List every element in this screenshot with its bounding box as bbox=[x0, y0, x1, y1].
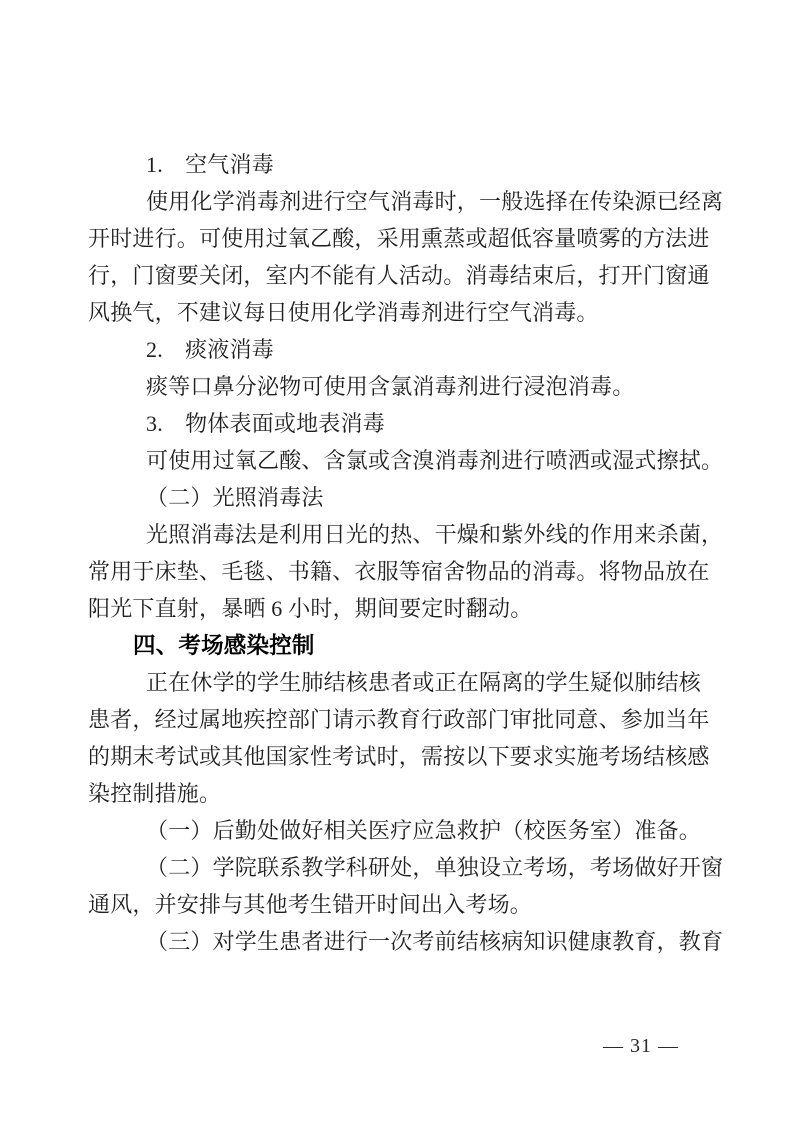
text-column bbox=[88, 146, 728, 960]
document-text-line: 行，门窗要关闭，室内不能有人活动。消毒结束后，打开门窗通 bbox=[88, 263, 710, 288]
document-text-line: （二）学院联系教学科研处，单独设立考场，考场做好开窗 bbox=[146, 855, 724, 880]
document-text-line: 使用化学消毒剂进行空气消毒时，一般选择在传染源已经离 bbox=[146, 189, 724, 214]
document-text-line: 开时进行。可使用过氧乙酸，采用熏蒸或超低容量喷雾的方法进 bbox=[88, 226, 710, 251]
document-text-line: 常用于床垫、毛毯、书籍、衣服等宿舍物品的消毒。将物品放在 bbox=[88, 559, 710, 584]
section-heading-bold: 四、考场感染控制 bbox=[133, 633, 315, 658]
document-text-line: 3. 物体表面或地表消毒 bbox=[146, 411, 385, 436]
document-text-line: 染控制措施。 bbox=[88, 781, 222, 806]
document-text-line: （一）后勤处做好相关医疗应急救护（校医务室）准备。 bbox=[146, 818, 702, 843]
document-text-line: （三）对学生患者进行一次考前结核病知识健康教育，教育 bbox=[146, 929, 724, 954]
page-number: — 31 — bbox=[603, 1035, 679, 1057]
document-text-line: 2. 痰液消毒 bbox=[146, 337, 274, 362]
document-text-line: 通风，并安排与其他考生错开时间出入考场。 bbox=[88, 892, 533, 917]
document-text-line: 可使用过氧乙酸、含氯或含溴消毒剂进行喷洒或湿式擦拭。 bbox=[146, 448, 724, 473]
document-text-line: 阳光下直射，暴晒 6 小时，期间要定时翻动。 bbox=[88, 596, 533, 621]
document-text-line: 的期末考试或其他国家性考试时，需按以下要求实施考场结核感 bbox=[88, 744, 710, 769]
document-text-line: 患者，经过属地疾控部门请示教育行政部门审批同意、参加当年 bbox=[88, 707, 710, 732]
document-text-line: （二）光照消毒法 bbox=[146, 485, 324, 510]
document-text-line: 光照消毒法是利用日光的热、干燥和紫外线的作用来杀菌， bbox=[146, 522, 724, 547]
document-text-line: 1. 空气消毒 bbox=[146, 152, 274, 177]
document-text-line: 痰等口鼻分泌物可使用含氯消毒剂进行浸泡消毒。 bbox=[146, 374, 635, 399]
document-text-line: 风换气，不建议每日使用化学消毒剂进行空气消毒。 bbox=[88, 300, 599, 325]
document-text-line: 正在休学的学生肺结核患者或正在隔离的学生疑似肺结核 bbox=[146, 670, 702, 695]
